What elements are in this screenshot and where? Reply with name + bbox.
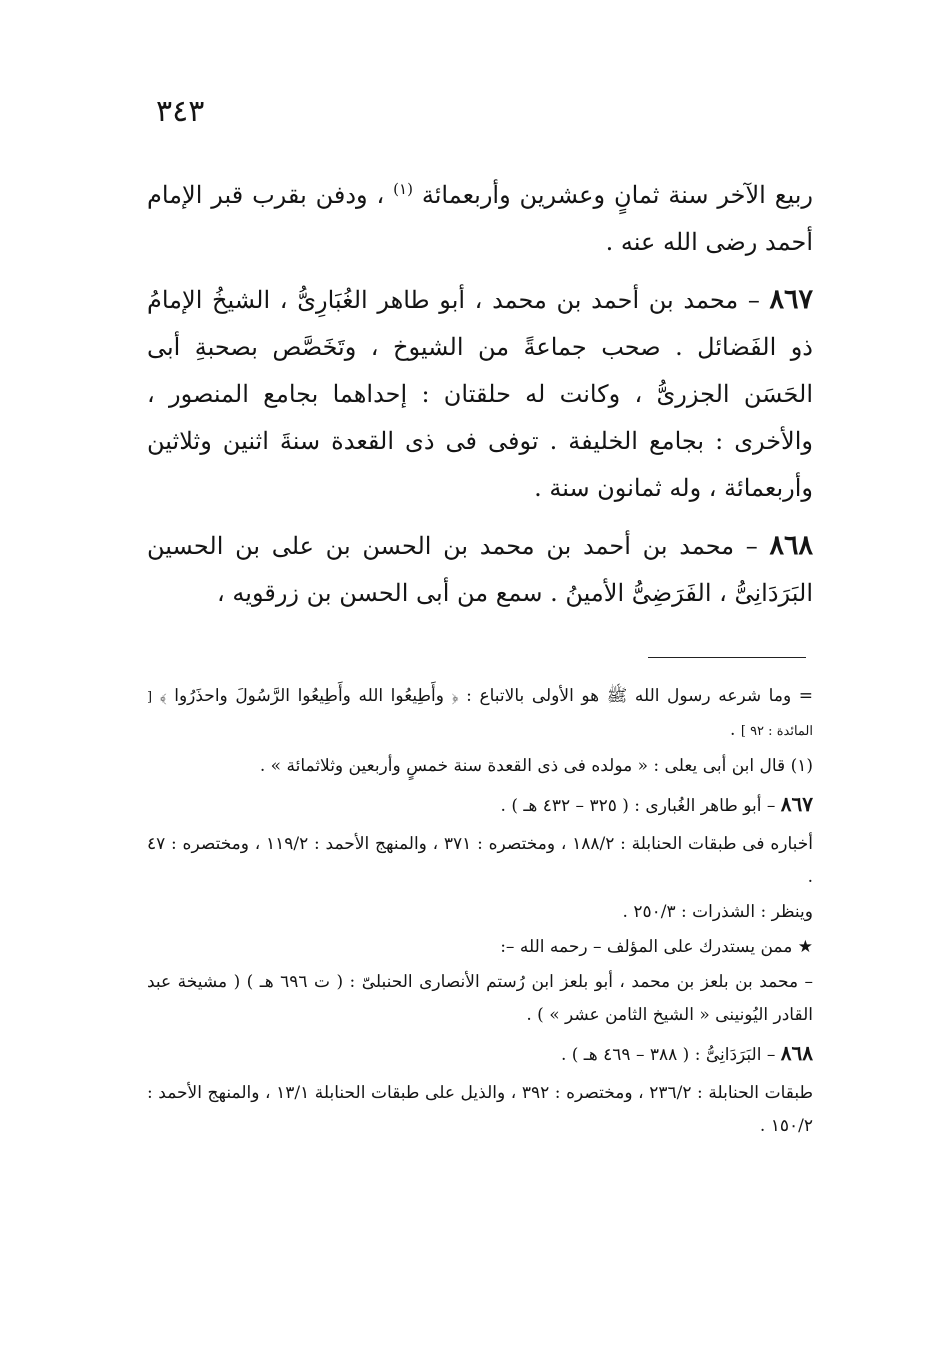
entry-number: ٨٦٨: [769, 530, 813, 561]
paragraph-continuation: [147, 166, 813, 266]
footnote-867-see: وينظر : الشذرات : ٢٥٠/٣ .: [622, 902, 813, 922]
page-number: ٣٤٣: [156, 94, 205, 129]
quran-reference: [ المائدة : ٩٢ ]: [147, 690, 813, 739]
footnote-continuation-text: = وما شرعه رسول الله ﷺ هو الأولى بالاتباع : ﴿ وأَطِيعُوا الله وأَطِيعُوا الرَّسُولَ واحذَرُوا ﴾: [159, 686, 814, 706]
footnote-entry-text: – أبو طاهر الغُبارى : ( ٣٢٥ – ٤٣٢ هـ ) .: [500, 796, 776, 816]
addition-heading: ★ ممن يستدرك على المؤلف – رحمه الله –:: [500, 937, 813, 957]
footnote-1: (١) قال ابن أبى يعلى : « مولده فى ذى القعدة سنة خمسٍ وأربعين وثلاثمائة » .: [259, 756, 813, 776]
entry-text: – محمد بن أحمد بن محمد بن الحسن بن على بن الحسين البَرَدَانِىُّ ، الفَرَضِىُّ الأمينُ . سمع من أبى الحسن بن زرقويه ،: [147, 532, 813, 607]
footnote-868-head: [147, 1037, 813, 1072]
addition-entry: – محمد بن بلعز بن محمد ، أبو بلعز ابن رُستم الأنصارى الحنبلىّ : ( ت ٦٩٦ هـ ) ( مشيخة عبد القادر اليُونينى « الشيخ الثامن عشر » ) .: [147, 972, 813, 1025]
footnote-entry-number: ٨٦٧: [780, 792, 813, 816]
entry-number: ٨٦٧: [769, 284, 813, 315]
footnote-divider: [648, 657, 806, 658]
footnote-868-sources: طبقات الحنابلة : ٢٣٦/٢ ، ومختصره : ٣٩٢ ، والذيل على طبقات الحنابلة ١٣/١ ، والمنهج الأحمد : ١٥٠/٢ .: [147, 1083, 814, 1136]
main-text: [147, 166, 813, 627]
footnote-continuation: [147, 680, 813, 748]
footnote-entry-text: – البَرَدَانِىُّ : ( ٣٨٨ – ٤٦٩ هـ ) .: [560, 1045, 776, 1065]
footnote-continuation-end: .: [730, 720, 736, 740]
footnote-867-head: [147, 788, 813, 823]
continuation-text: ربيع الآخر سنة ثمانٍ وعشرين وأربعمائة: [421, 181, 814, 209]
footnote-ref-1: (١): [393, 180, 413, 198]
footnote-867-sources: أخباره فى طبقات الحنابلة : ١٨٨/٢ ، ومختصره : ٣٧١ ، والمنهج الأحمد : ١١٩/٢ ، ومختصره : ٤٧ .: [147, 834, 813, 887]
entry-868: [147, 522, 813, 617]
entry-text: – محمد بن أحمد بن محمد ، أبو طاهر الغُبَارِىُّ ، الشيخُ الإمامُ ذو الفَضائل . صحب جماعةً من الشيوخ ، وتَخَصَّص بصحبةِ أبى الحَسَن الجزرىُّ ، وكانت له حلقتان : إحداهما بجامع المنصور ، والأخرى : بجامع الخليفة . توفى فى ذى القعدة سنةَ اثنين وثلاثين وأربعمائة ، وله ثمانون سنة .: [147, 286, 813, 502]
continuation-text-end: ، ودفن بقرب قبر الإمام أحمد رضى الله عنه .: [147, 181, 813, 256]
footnotes: [147, 680, 813, 1148]
entry-867: [147, 276, 813, 512]
footnote-entry-number: ٨٦٨: [780, 1041, 813, 1065]
